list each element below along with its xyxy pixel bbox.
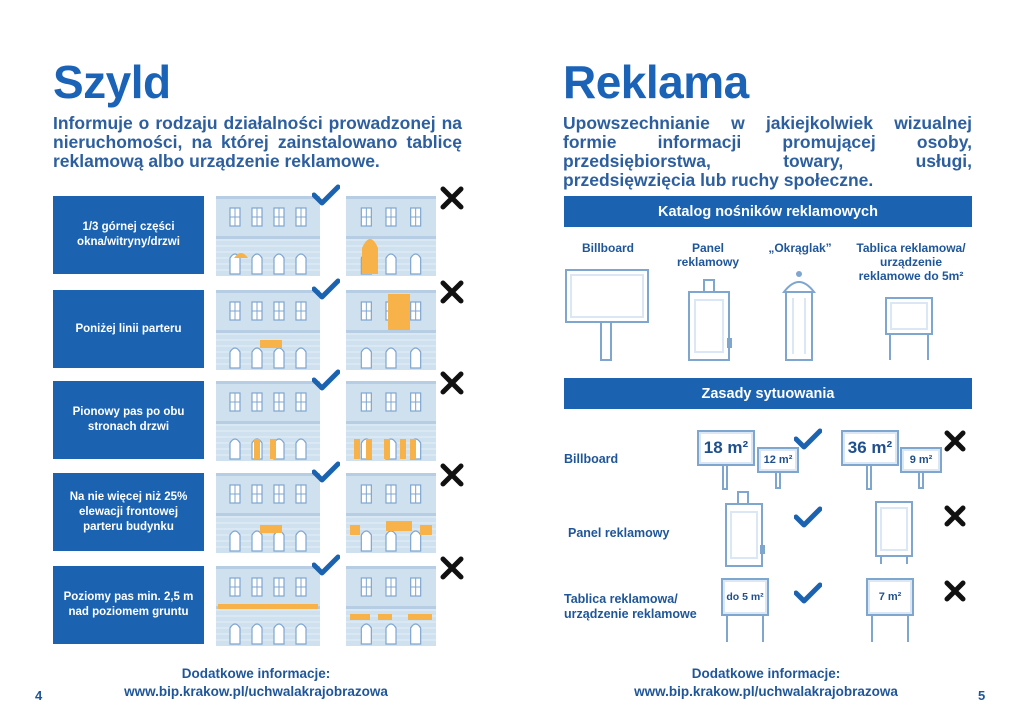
panel-ok-illustration (720, 490, 780, 570)
tablica-icon (886, 298, 932, 360)
check-icon (794, 506, 822, 528)
tablica-sign-5: do 5 m² (721, 578, 769, 616)
billboard-icon (566, 270, 648, 360)
tablica-sign-7: 7 m² (866, 578, 914, 616)
facade-forbidden (346, 290, 436, 370)
catalog-label-billboard: Billboard (581, 241, 634, 255)
rule-label-panel: Panel reklamowy (568, 526, 670, 540)
panel-bad-illustration (870, 500, 920, 566)
rule-label-2: Poniżej linii parteru (53, 290, 204, 368)
left-footer-link[interactable]: www.bip.krakow.pl/uchwalakrajobrazowa (124, 684, 388, 699)
szyld-definition: Informuje o rodzaju działalności prowadzonej na nieruchomości, na której zainstalowano tablicę reklamową albo urządzenie reklamowe. (53, 113, 462, 171)
catalog-label-tablica: Tablica reklamowa/ urządzenie reklamowe do 5m² (856, 241, 966, 283)
rules-header: Zasady sytuowania (564, 378, 972, 409)
cross-icon (440, 556, 464, 580)
rule-label-1: 1/3 górnej części okna/witryny/drzwi (53, 196, 204, 274)
facade-forbidden (346, 196, 436, 276)
billboard-sign-12: 12 m² (757, 447, 799, 473)
rule-label-3: Pionowy pas po obu stronach drzwi (53, 381, 204, 459)
facade-allowed (216, 196, 320, 276)
facade-allowed (216, 290, 320, 370)
panel-icon (689, 280, 732, 360)
facade-allowed (216, 473, 320, 553)
right-footer (616, 665, 916, 701)
cross-icon (440, 463, 464, 487)
right-footer-heading: Dodatkowe informacje: (691, 666, 841, 681)
cross-icon (440, 186, 464, 210)
catalog-illustrations (560, 266, 980, 366)
facade-allowed (216, 381, 320, 461)
rule-label-4: Na nie więcej niż 25% elewacji frontowej parteru budynku (53, 473, 204, 551)
check-icon (312, 184, 340, 206)
rule-label-5: Poziomy pas min. 2,5 m nad poziomem gruntu (53, 566, 204, 644)
rule-label-tablica: Tablica reklamowa/ urządzenie reklamowe (564, 592, 697, 621)
facade-allowed (216, 566, 320, 646)
cross-icon (440, 280, 464, 304)
page-number-left: 4 (35, 688, 43, 703)
check-icon (312, 278, 340, 300)
billboard-sign-9: 9 m² (900, 447, 942, 473)
cross-icon (440, 371, 464, 395)
rule-label-billboard: Billboard (564, 452, 619, 466)
billboard-sign-18: 18 m² (697, 430, 755, 466)
facade-forbidden (346, 566, 436, 646)
check-icon (312, 369, 340, 391)
page-number-right: 5 (978, 688, 986, 703)
okraglak-icon (784, 271, 814, 360)
billboard-sign-36: 36 m² (841, 430, 899, 466)
reklama-definition: Upowszechnianie w jakiejkolwiek wizualnej formie informacji promującej osoby, przedsiębiorstwa, towary, usługi, przedsięwzięcia lub ruchy społeczne. (563, 113, 972, 190)
facade-forbidden (346, 473, 436, 553)
facade-forbidden (346, 381, 436, 461)
left-footer-heading: Dodatkowe informacje: (181, 666, 331, 681)
cross-icon (944, 505, 966, 527)
right-footer-link[interactable]: www.bip.krakow.pl/uchwalakrajobrazowa (634, 684, 898, 699)
check-icon (794, 428, 822, 450)
catalog-label-okraglak: „Okrąglak” (768, 241, 832, 255)
catalog-header: Katalog nośników reklamowych (564, 196, 972, 227)
page-title-reklama: Reklama (563, 56, 749, 108)
cross-icon (944, 580, 966, 602)
check-icon (794, 582, 822, 604)
cross-icon (944, 430, 966, 452)
check-icon (312, 461, 340, 483)
catalog-label-panel: Panel reklamowy (676, 241, 740, 269)
page-title-szyld: Szyld (53, 56, 171, 108)
check-icon (312, 554, 340, 576)
left-footer (106, 665, 406, 701)
